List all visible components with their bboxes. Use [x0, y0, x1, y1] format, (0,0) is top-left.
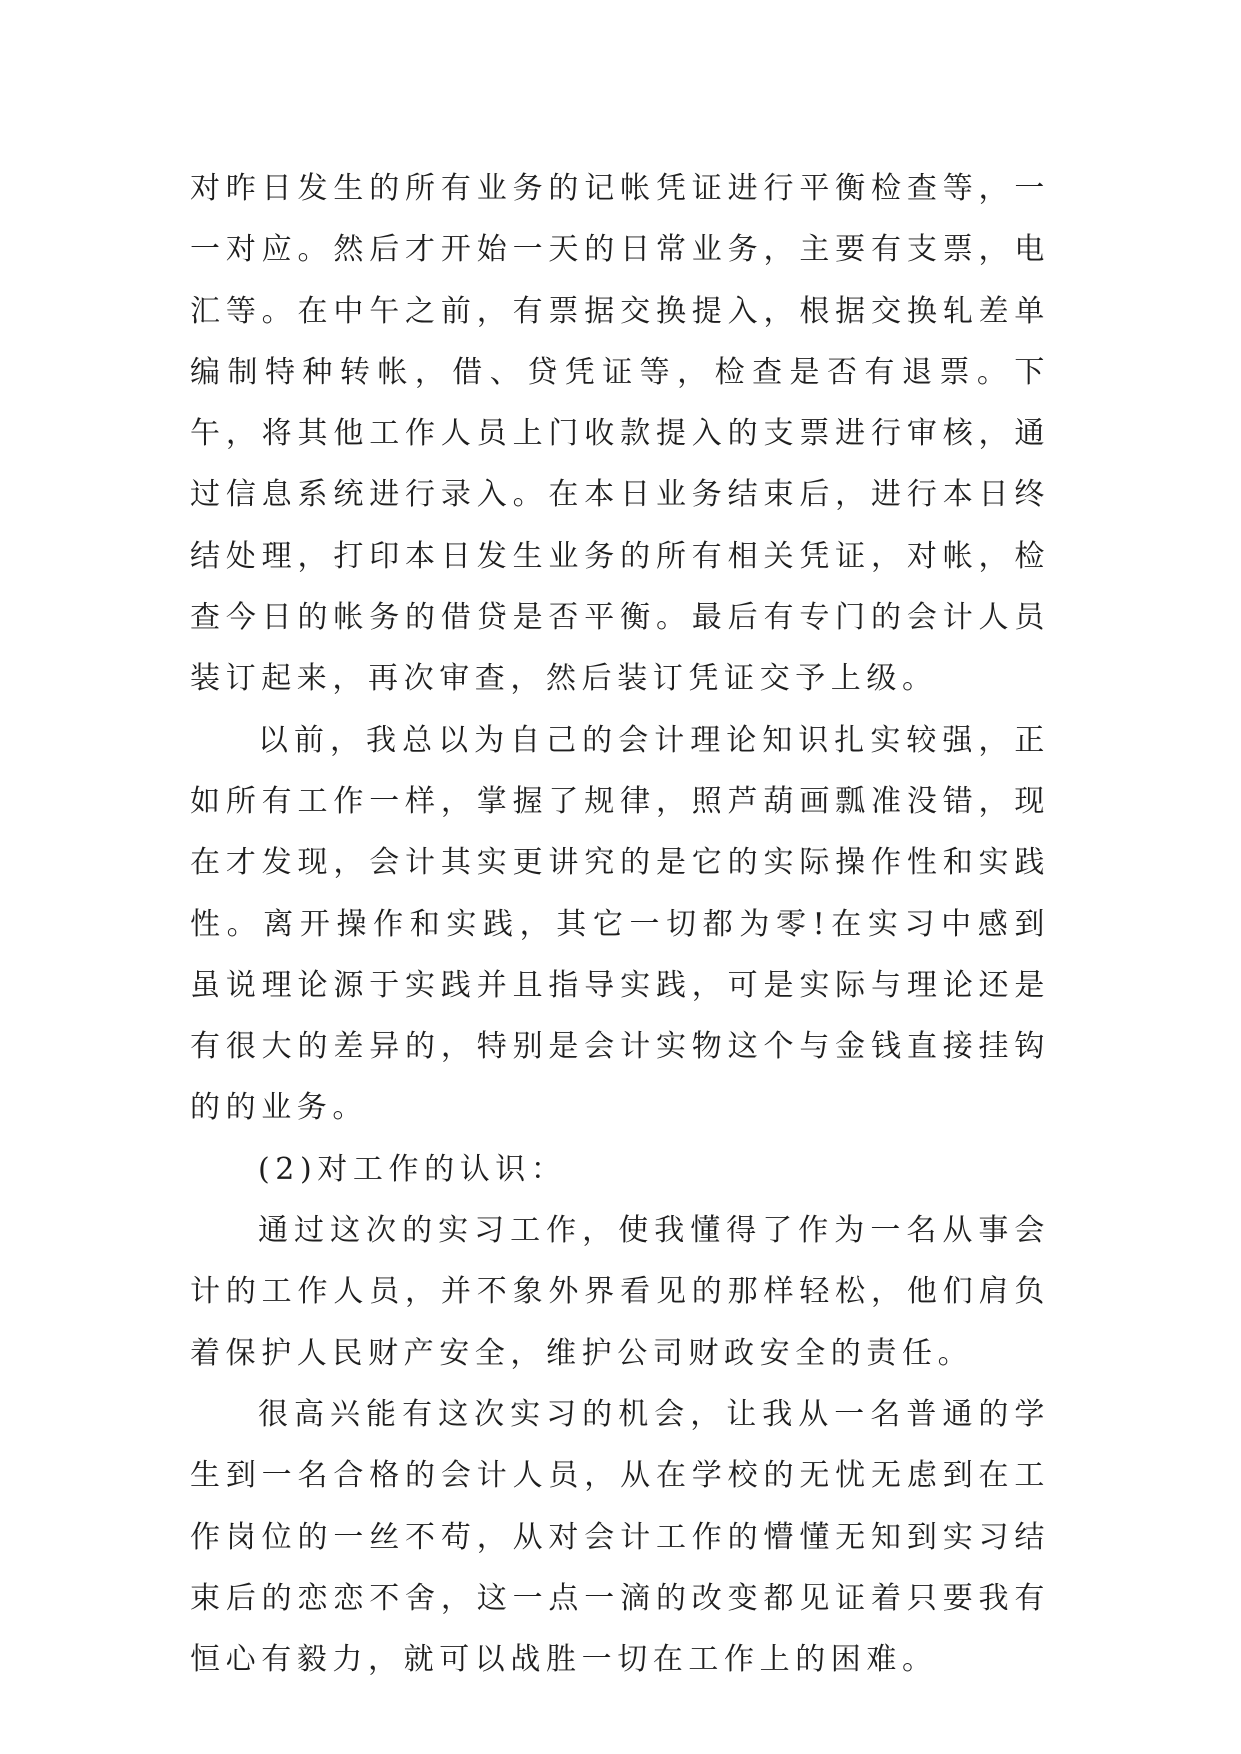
paragraph-internship-reflection: 很高兴能有这次实习的机会，让我从一名普通的学生到一名合格的会计人员，从在学校的无忧无虑到在工作岗位的一丝不苟，从对会计工作的懵懂无知到实习结束后的恋恋不舍，这一点一滴的改变都见证着只要我有恒心有毅力，就可以战胜一切在工作上的困难。: [190, 1396, 1050, 1678]
paragraph-daily-workflow: 对昨日发生的所有业务的记帐凭证进行平衡检查等，一一对应。然后才开始一天的日常业务，主要有支票，电汇等。在中午之前，有票据交换提入，根据交换轧差单编制特种转帐，借、贷凭证等，检查是否有退票。下午，将其他工作人员上门收款提入的支票进行审核，通过信息系统进行录入。在本日业务结束后，进行本日终结处理，打印本日发生业务的所有相关凭证，对帐，检查今日的帐务的借贷是否平衡。最后有专门的会计人员装订起来，再次审查，然后装订凭证交予上级。: [190, 171, 1050, 697]
document-body: [190, 158, 1050, 1690]
paragraph-theory-vs-practice: 以前，我总以为自己的会计理论知识扎实较强，正如所有工作一样，掌握了规律，照芦葫画瓢准没错，现在才发现，会计其实更讲究的是它的实际操作性和实践性。离开操作和实践，其它一切都为零!在实习中感到虽说理论源于实践并且指导实践，可是实际与理论还是有很大的差异的，特别是会计实物这个与金钱直接挂钩的的业务。: [190, 722, 1050, 1126]
paragraph-work-responsibility: 通过这次的实习工作，使我懂得了作为一名从事会计的工作人员，并不象外界看见的那样轻松，他们肩负着保护人民财产安全，维护公司财政安全的责任。: [190, 1213, 1050, 1371]
section-heading-work-understanding: (2)对工作的认识：: [258, 1151, 567, 1187]
